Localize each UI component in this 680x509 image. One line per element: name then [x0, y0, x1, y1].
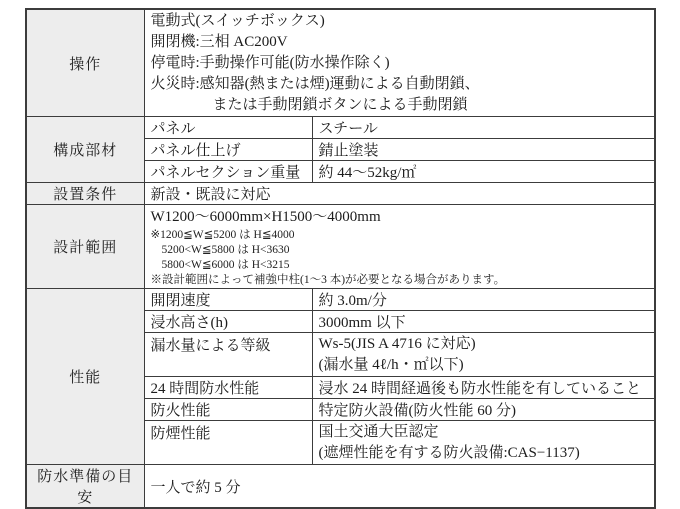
design-range-main: W1200〜6000mm×H1500〜4000mm — [150, 209, 381, 225]
spec-item-name: パネルセクション重量 — [144, 161, 312, 183]
spec-value-line: Ws-5(JIS A 4716 に対応) — [318, 336, 476, 352]
section-installation-conditions — [26, 183, 655, 205]
spec-item-name: 漏水量による等級 — [144, 333, 312, 377]
operation-details-cell — [144, 9, 655, 117]
section-header-performance: 性能 — [26, 289, 144, 465]
section-header-operation: 操作 — [26, 9, 144, 117]
spec-value-line: (漏水量 4ℓ/h・㎡以下) — [318, 357, 464, 373]
section-design-range — [26, 205, 655, 289]
design-range-note: 5800<W≦6000 は H<3215 — [161, 259, 290, 271]
spec-item-name: パネル仕上げ — [144, 139, 312, 161]
section-header-waterproof-prep-time: 防水準備の目安 — [26, 465, 144, 509]
design-range-cell — [144, 205, 655, 289]
spec-item-name: 防煙性能 — [144, 421, 312, 465]
section-header-components: 構成部材 — [26, 117, 144, 183]
spec-item-value — [312, 421, 655, 465]
spec-item-value: 特定防火設備(防火性能 60 分) — [312, 399, 655, 421]
spec-table — [25, 8, 656, 509]
spec-item-value: 約 44〜52kg/㎡ — [312, 161, 655, 183]
section-header-installation-conditions: 設置条件 — [26, 183, 144, 205]
section-waterproof-prep-time — [26, 465, 655, 509]
operation-line: または手動閉鎖ボタンによる手動閉鎖 — [212, 97, 468, 113]
section-operation — [26, 9, 655, 117]
operation-line: 火災時:感知器(熱または煙)運動による自動閉鎖、 — [150, 76, 480, 92]
design-range-note: ※設計範囲によって補強中柱(1〜3 本)が必要となる場合があります。 — [150, 274, 506, 286]
spec-item-name: 24 時間防水性能 — [144, 377, 312, 399]
spec-item-value: 浸水 24 時間経過後も防水性能を有していること — [312, 377, 655, 399]
spec-value-line: (遮煙性能を有する防火設備:CAS−1137) — [318, 445, 580, 461]
section-header-design-range: 設計範囲 — [26, 205, 144, 289]
installation-conditions-value: 新設・既設に対応 — [144, 183, 655, 205]
waterproof-prep-time-value: 一人で約 5 分 — [144, 465, 655, 509]
spec-item-value: スチール — [312, 117, 655, 139]
operation-line: 開閉機:三相 AC200V — [150, 34, 288, 50]
spec-item-value: 3000mm 以下 — [312, 311, 655, 333]
design-range-note: 5200<W≦5800 は H<3630 — [161, 244, 290, 256]
spec-item-value — [312, 333, 655, 377]
spec-value-line: 国土交通大臣認定 — [318, 424, 439, 440]
design-range-note: ※1200≦W≦5200 は H≦4000 — [150, 229, 295, 241]
spec-item-name: 浸水高さ(h) — [144, 311, 312, 333]
operation-line: 停電時:手動操作可能(防水操作除く) — [150, 55, 390, 71]
spec-item-name: 開閉速度 — [144, 289, 312, 311]
section-components-row — [26, 117, 655, 139]
spec-item-value: 約 3.0m/分 — [312, 289, 655, 311]
operation-line: 電動式(スイッチボックス) — [150, 13, 325, 29]
spec-item-value: 錆止塗装 — [312, 139, 655, 161]
section-performance-row — [26, 289, 655, 311]
spec-item-name: パネル — [144, 117, 312, 139]
spec-item-name: 防火性能 — [144, 399, 312, 421]
